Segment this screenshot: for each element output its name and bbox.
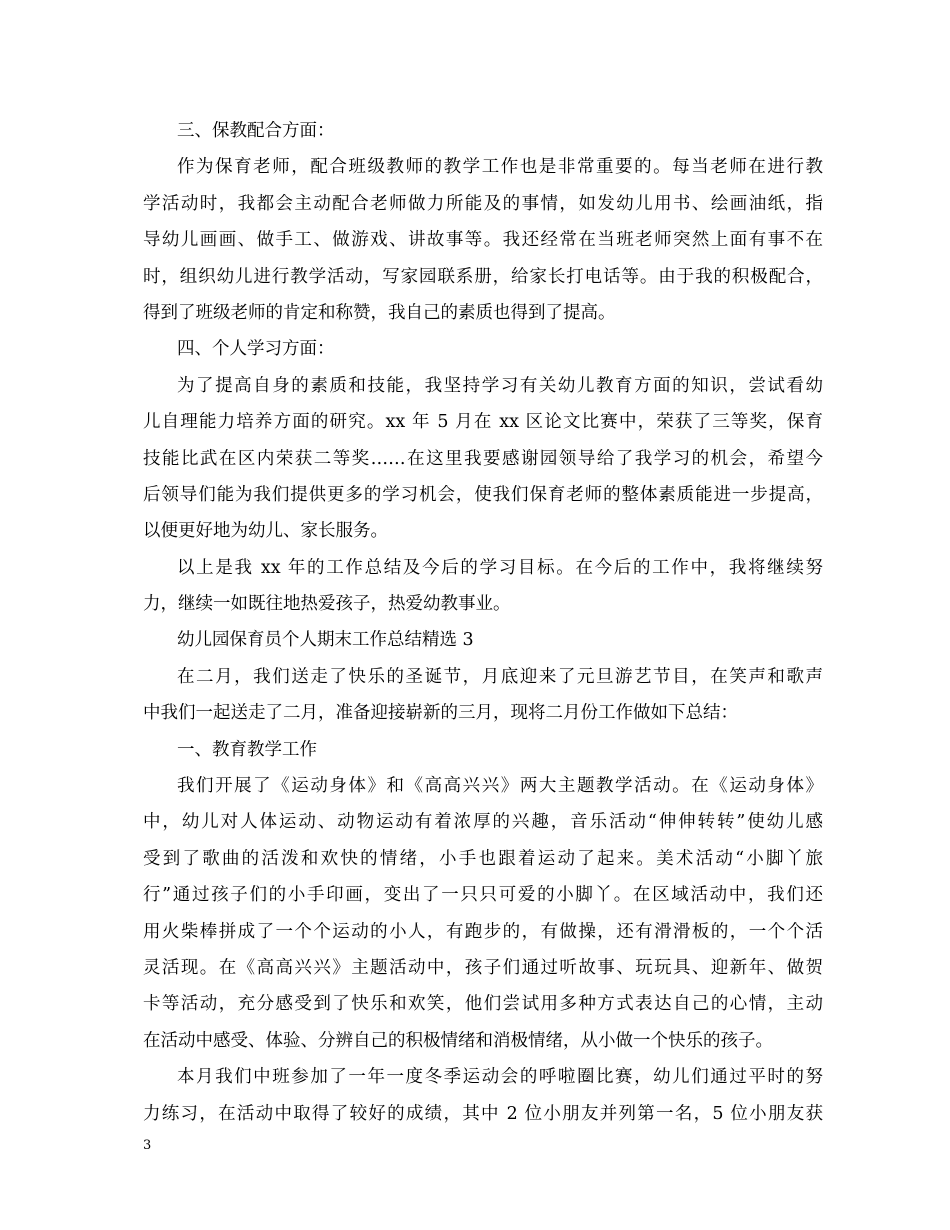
text-line: 技能比武在区内荣获二等奖……在这里我要感谢园领导给了我学习的机会，希望今: [143, 448, 823, 469]
text-line: 以便更好地为幼儿、家长服务。: [143, 521, 388, 542]
text-line: 一、教育教学工作: [177, 739, 317, 760]
text-line: 力，继续一如既往地热爱孩子，热爱幼教事业。: [143, 594, 511, 615]
text-line: 以上是我 xx 年的工作总结及今后的学习目标。在今后的工作中，我将继续努: [177, 557, 823, 578]
text-line: 为了提高自身的素质和技能，我坚持学习有关幼儿教育方面的知识，尝试看幼: [177, 375, 823, 396]
text-line: 中，幼儿对人体运动、动物运动有着浓厚的兴趣，音乐活动“伸伸转转”使幼儿感: [143, 812, 823, 833]
text-line: 在活动中感受、体验、分辨自己的积极情绪和消极情绪，从小做一个快乐的孩子。: [143, 1030, 773, 1051]
text-line: 卡等活动，充分感受到了快乐和欢笑，他们尝试用多种方式表达自己的心情，主动: [143, 994, 823, 1015]
text-line: 灵活现。在《高高兴兴》主题活动中，孩子们通过听故事、玩玩具、迎新年、做贺: [143, 957, 823, 978]
text-line: 得到了班级老师的肯定和称赞，我自己的素质也得到了提高。: [143, 302, 616, 323]
text-line: 三、保教配合方面：: [177, 121, 335, 141]
text-line: 用火柴棒拼成了一个个运动的小人，有跑步的，有做操，还有滑滑板的，一个个活: [143, 921, 823, 942]
text-line: 四、个人学习方面：: [177, 339, 335, 360]
text-line: 在二月，我们送走了快乐的圣诞节，月底迎来了元旦游艺节目，在笑声和歌声: [177, 666, 823, 687]
text-line: 行”通过孩子们的小手印画，变出了一只只可爱的小脚丫。在区域活动中，我们还: [143, 885, 823, 906]
page-number: 3: [143, 1138, 152, 1153]
text-line: 本月我们中班参加了一年一度冬季运动会的呼啦圈比赛，幼儿们通过平时的努: [177, 1067, 823, 1088]
text-line: 后领导们能为我们提供更多的学习机会，使我们保育老师的整体素质能进一步提高，: [143, 484, 823, 505]
text-line: 力练习，在活动中取得了较好的成绩，其中 2 位小朋友并列第一名，5 位小朋友获: [143, 1103, 823, 1124]
text-line: 儿自理能力培养方面的研究。xx 年 5 月在 xx 区论文比赛中，荣获了三等奖，保育: [143, 412, 823, 433]
document-body: [143, 113, 823, 1132]
text-line: 学活动时，我都会主动配合老师做力所能及的事情，如发幼儿用书、绘画油纸，指: [143, 193, 823, 214]
text-line: 中我们一起送走了二月，准备迎接崭新的三月，现将二月份工作做如下总结：: [143, 703, 738, 724]
text-line: 作为保育老师，配合班级教师的教学工作也是非常重要的。每当老师在进行教: [177, 157, 823, 178]
text-line: 时，组织幼儿进行教学活动，写家园联系册，给家长打电话等。由于我的积极配合，: [143, 266, 823, 287]
text-line: 导幼儿画画、做手工、做游戏、讲故事等。我还经常在当班老师突然上面有事不在: [143, 230, 823, 251]
text-line: 我们开展了《运动身体》和《高高兴兴》两大主题教学活动。在《运动身体》: [177, 776, 823, 797]
text-line: 受到了歌曲的活泼和欢快的情绪，小手也跟着运动了起来。美术活动“小脚丫旅: [143, 848, 823, 869]
text-line: 幼儿园保育员个人期末工作总结精选 3: [177, 630, 474, 651]
